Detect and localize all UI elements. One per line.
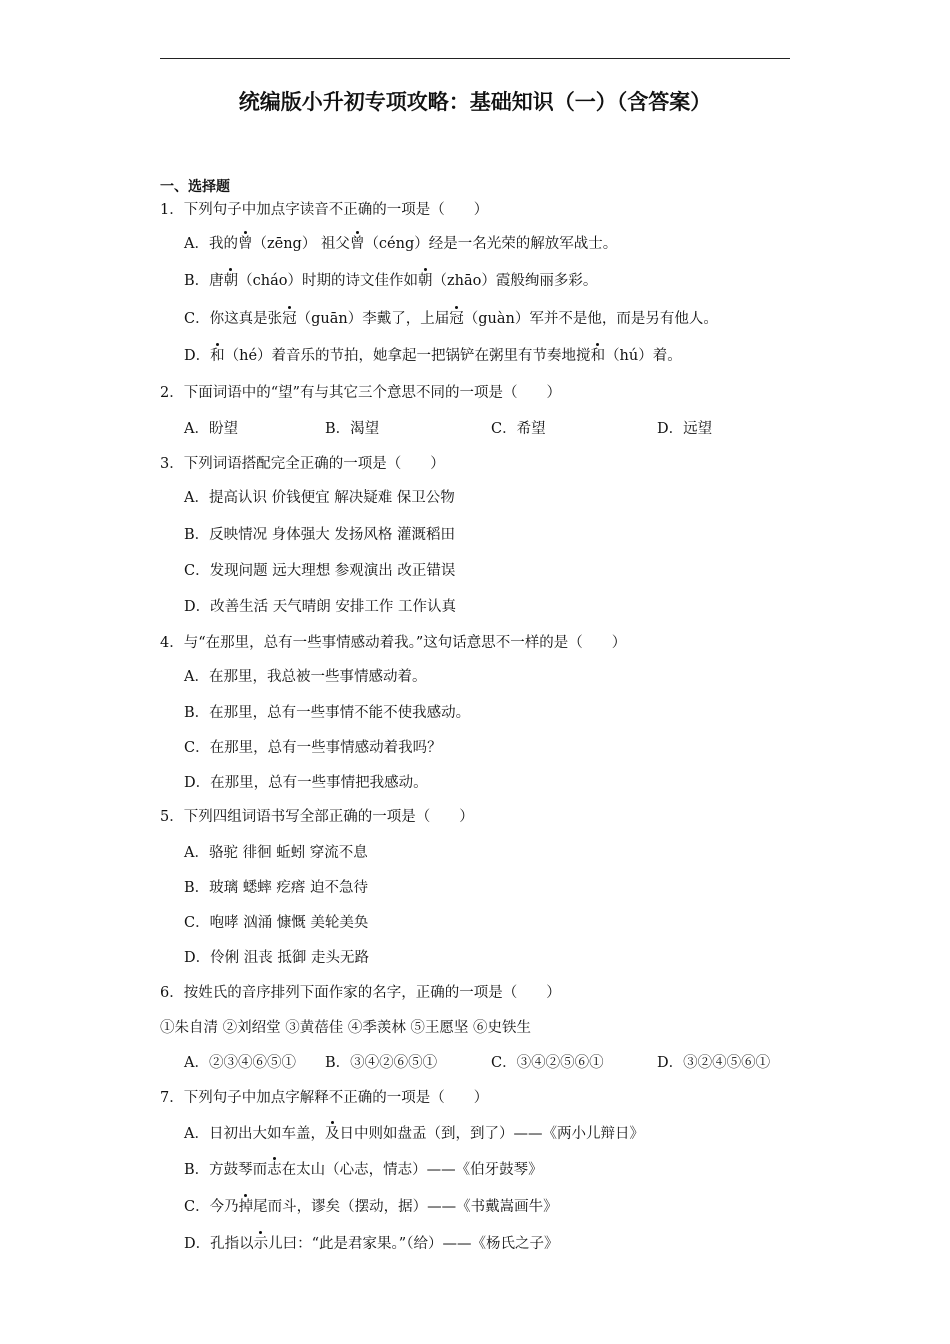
question-7-stem: 7．下列句子中加点字解释不正确的一项是（ ） [160, 1090, 489, 1106]
question-2-option-b: B．渴望 [325, 421, 380, 437]
dotted-char: 曾 [349, 236, 365, 252]
question-2-option-c: C．希望 [491, 421, 546, 437]
question-7-option-d: D．孔指以示儿曰：“此是君家果。”（给）——《杨氏之子》 [184, 1236, 559, 1252]
header-rule [160, 58, 790, 59]
dotted-char: 志 [267, 1162, 282, 1178]
page-title: 统编版小升初专项攻略：基础知识（一）（含答案） [238, 90, 712, 114]
question-2-option-a: A．盼望 [184, 421, 238, 437]
question-2-option-d: D．远望 [657, 421, 713, 437]
question-6-option-a: A．②③④⑥⑤① [184, 1055, 296, 1071]
question-4-option-d: D．在那里，总有一些事情把我感动。 [184, 775, 428, 791]
question-6-names: ①朱自清 ②刘绍堂 ③黄蓓佳 ④季羡林 ⑤王愿坚 ⑥史铁生 [160, 1020, 532, 1036]
question-3-stem: 3．下列词语搭配完全正确的一项是（ ） [160, 456, 445, 472]
question-1-stem: 1．下列句子中加点字读音不正确的一项是（ ） [160, 202, 489, 218]
dotted-char: 和 [210, 348, 225, 364]
question-7-option-a: A．日初出大如车盖，及日中则如盘盂（到，到了）——《两小儿辩日》 [184, 1126, 644, 1142]
question-5-stem: 5．下列四组词语书写全部正确的一项是（ ） [160, 809, 474, 825]
dotted-char: 示 [253, 1236, 269, 1252]
dotted-char: 掉 [238, 1199, 254, 1215]
question-4-stem: 4．与“在那里，总有一些事情感动着我。”这句话意思不一样的是（ ） [160, 635, 627, 651]
dotted-char: 朝 [418, 273, 433, 289]
question-1-option-b: B．唐朝（cháo）时期的诗文佳作如朝（zhāo）霞般绚丽多彩。 [184, 273, 598, 289]
question-6-option-c: C．③④②⑤⑥① [491, 1055, 604, 1071]
question-6-option-b: B．③④②⑥⑤① [325, 1055, 438, 1071]
question-5-option-c: C．咆哮 汹涌 慷慨 美轮美奂 [184, 915, 369, 931]
question-6-option-d: D．③②④⑤⑥① [657, 1055, 771, 1071]
dotted-char: 朝 [223, 273, 239, 289]
dotted-char: 及 [324, 1126, 340, 1142]
question-5-option-b: B．玻璃 蟋蟀 疙瘩 迫不急待 [184, 880, 368, 896]
question-4-option-c: C．在那里，总有一些事情感动着我吗？ [184, 740, 442, 756]
question-4-option-b: B．在那里，总有一些事情不能不使我感动。 [184, 705, 471, 721]
question-1-option-d: D．和（hé）着音乐的节拍，她拿起一把锅铲在粥里有节奏地搅和（hú）着。 [184, 348, 682, 364]
question-3-option-d: D．改善生活 天气晴朗 安排工作 工作认真 [184, 599, 456, 615]
question-3-option-b: B．反映情况 身体强大 发扬风格 灌溉稻田 [184, 527, 455, 543]
question-7-option-b: B．方鼓琴而志在太山（心志，情志）——《伯牙鼓琴》 [184, 1162, 543, 1178]
question-3-option-a: A．提高认识 价钱便宜 解决疑难 保卫公物 [184, 490, 455, 506]
question-3-option-c: C．发现问题 远大理想 参观演出 改正错误 [184, 563, 456, 579]
dotted-char: 曾 [237, 236, 253, 252]
question-2-stem: 2．下面词语中的“望”有与其它三个意思不同的一项是（ ） [160, 385, 562, 401]
question-6-stem: 6．按姓氏的音序排列下面作家的名字，正确的一项是（ ） [160, 985, 561, 1001]
dotted-char: 和 [590, 348, 606, 364]
question-7-option-c: C．今乃掉尾而斗，谬矣（摆动，据）——《书戴嵩画牛》 [184, 1199, 558, 1215]
question-4-option-a: A．在那里，我总被一些事情感动着。 [184, 669, 427, 685]
question-1-option-c: C．你这真是张冠（guān）李戴了，上届冠（guàn）军并不是他，而是另有他人。 [184, 311, 718, 327]
question-5-option-d: D．伶俐 沮丧 抵御 走头无路 [184, 950, 369, 966]
dotted-char: 冠 [282, 311, 297, 327]
dotted-char: 冠 [449, 311, 464, 327]
question-5-option-a: A．骆驼 徘徊 蚯蚓 穿流不息 [184, 845, 368, 861]
section-heading: 一、选择题 [160, 179, 230, 195]
question-1-option-a: A．我的曾（zēng） 祖父曾（céng）经是一名光荣的解放军战士。 [184, 236, 618, 252]
